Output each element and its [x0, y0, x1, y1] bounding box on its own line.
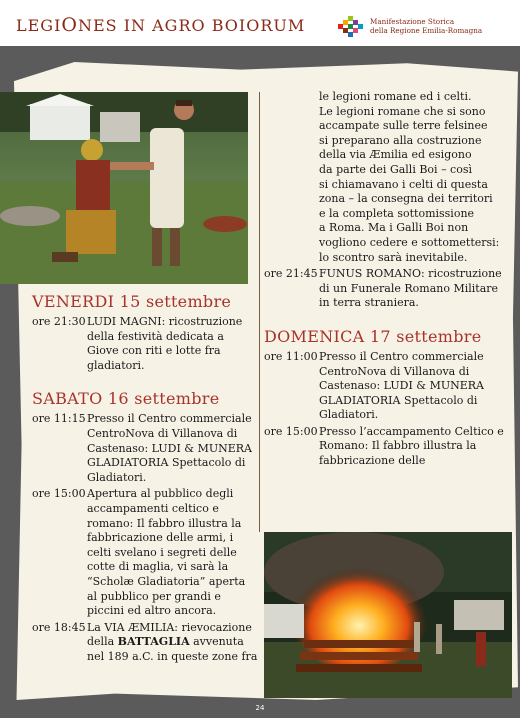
event-item: ore 11:00 Presso il Centro commerciale CentroNova di Villanova di Castenaso: LUDI & MUNERA GLADIATORIA Spettacolo di Gladiatori.: [264, 349, 484, 422]
gladiator-photo: [0, 92, 248, 284]
event-item: ore 15:00 Apertura al pubblico degli accampamenti celtico e romano: Il fabbro illustra la fabbricazione delle armi, i celti svelano i segreti delle cotte di maglia, vi sarà la “Scholæ Gladiatoria” aperta al pubblico per grandi e piccini ed altro ancora.: [32, 487, 246, 618]
event-item: ore 15:00 Presso l’accampamento Celtico e Romano: Il fabbro illustra la fabbricazione delle: [264, 424, 504, 468]
event-item: ore 21:45 FUNUS ROMANO: ricostruzione di un Funerale Romano Militare in terra straniera.: [264, 267, 502, 310]
funeral-pyre-photo: [264, 532, 512, 698]
day-heading-friday: VENERDI 15 settembre: [32, 292, 232, 311]
regional-logo-icon: [338, 16, 364, 38]
column-divider: [259, 92, 260, 532]
left-column: [32, 292, 258, 666]
organizer-label: Manifestazione Storica della Regione Emilia-Romagna: [370, 17, 483, 35]
event-item: ore 18:45 La VIA ÆMILIA: rievocazione della BATTAGLIA avvenuta nel 189 a.C. in queste zone fra: [32, 620, 258, 663]
page-header: [0, 0, 520, 46]
day-heading-saturday: SABATO 16 settembre: [32, 389, 220, 409]
battle-description: le legioni romane ed i celti. Le legioni romane che si sono accampate sulle terre felsinee si preparano alla costruzione della via Æmilia ed esigono da parte dei Galli Boi – così si chiamavano i celti di questa zona – la consegna dei territori e la completa sottomissione a Roma. Ma i Galli Boi non vogliono cedere e sottomettersi: lo scontro sarà inevitabile.: [319, 90, 500, 264]
right-column: [264, 90, 508, 471]
event-item: ore 11:15 Presso il Centro commerciale CentroNova di Villanova di Castenaso: LUDI & MUNERA GLADIATORIA Spettacolo di Gladiatori.: [32, 412, 252, 484]
day-heading-sunday: DOMENICA 17 settembre: [264, 326, 482, 346]
page-number: 24: [255, 704, 265, 712]
event-item: ore 21:30 LUDI MAGNI: ricostruzione della festività dedicata a Giove con riti e lotte fra gladiatori.: [32, 315, 243, 372]
header-title: LEGIONES IN AGRO BOIORUM: [16, 14, 306, 36]
